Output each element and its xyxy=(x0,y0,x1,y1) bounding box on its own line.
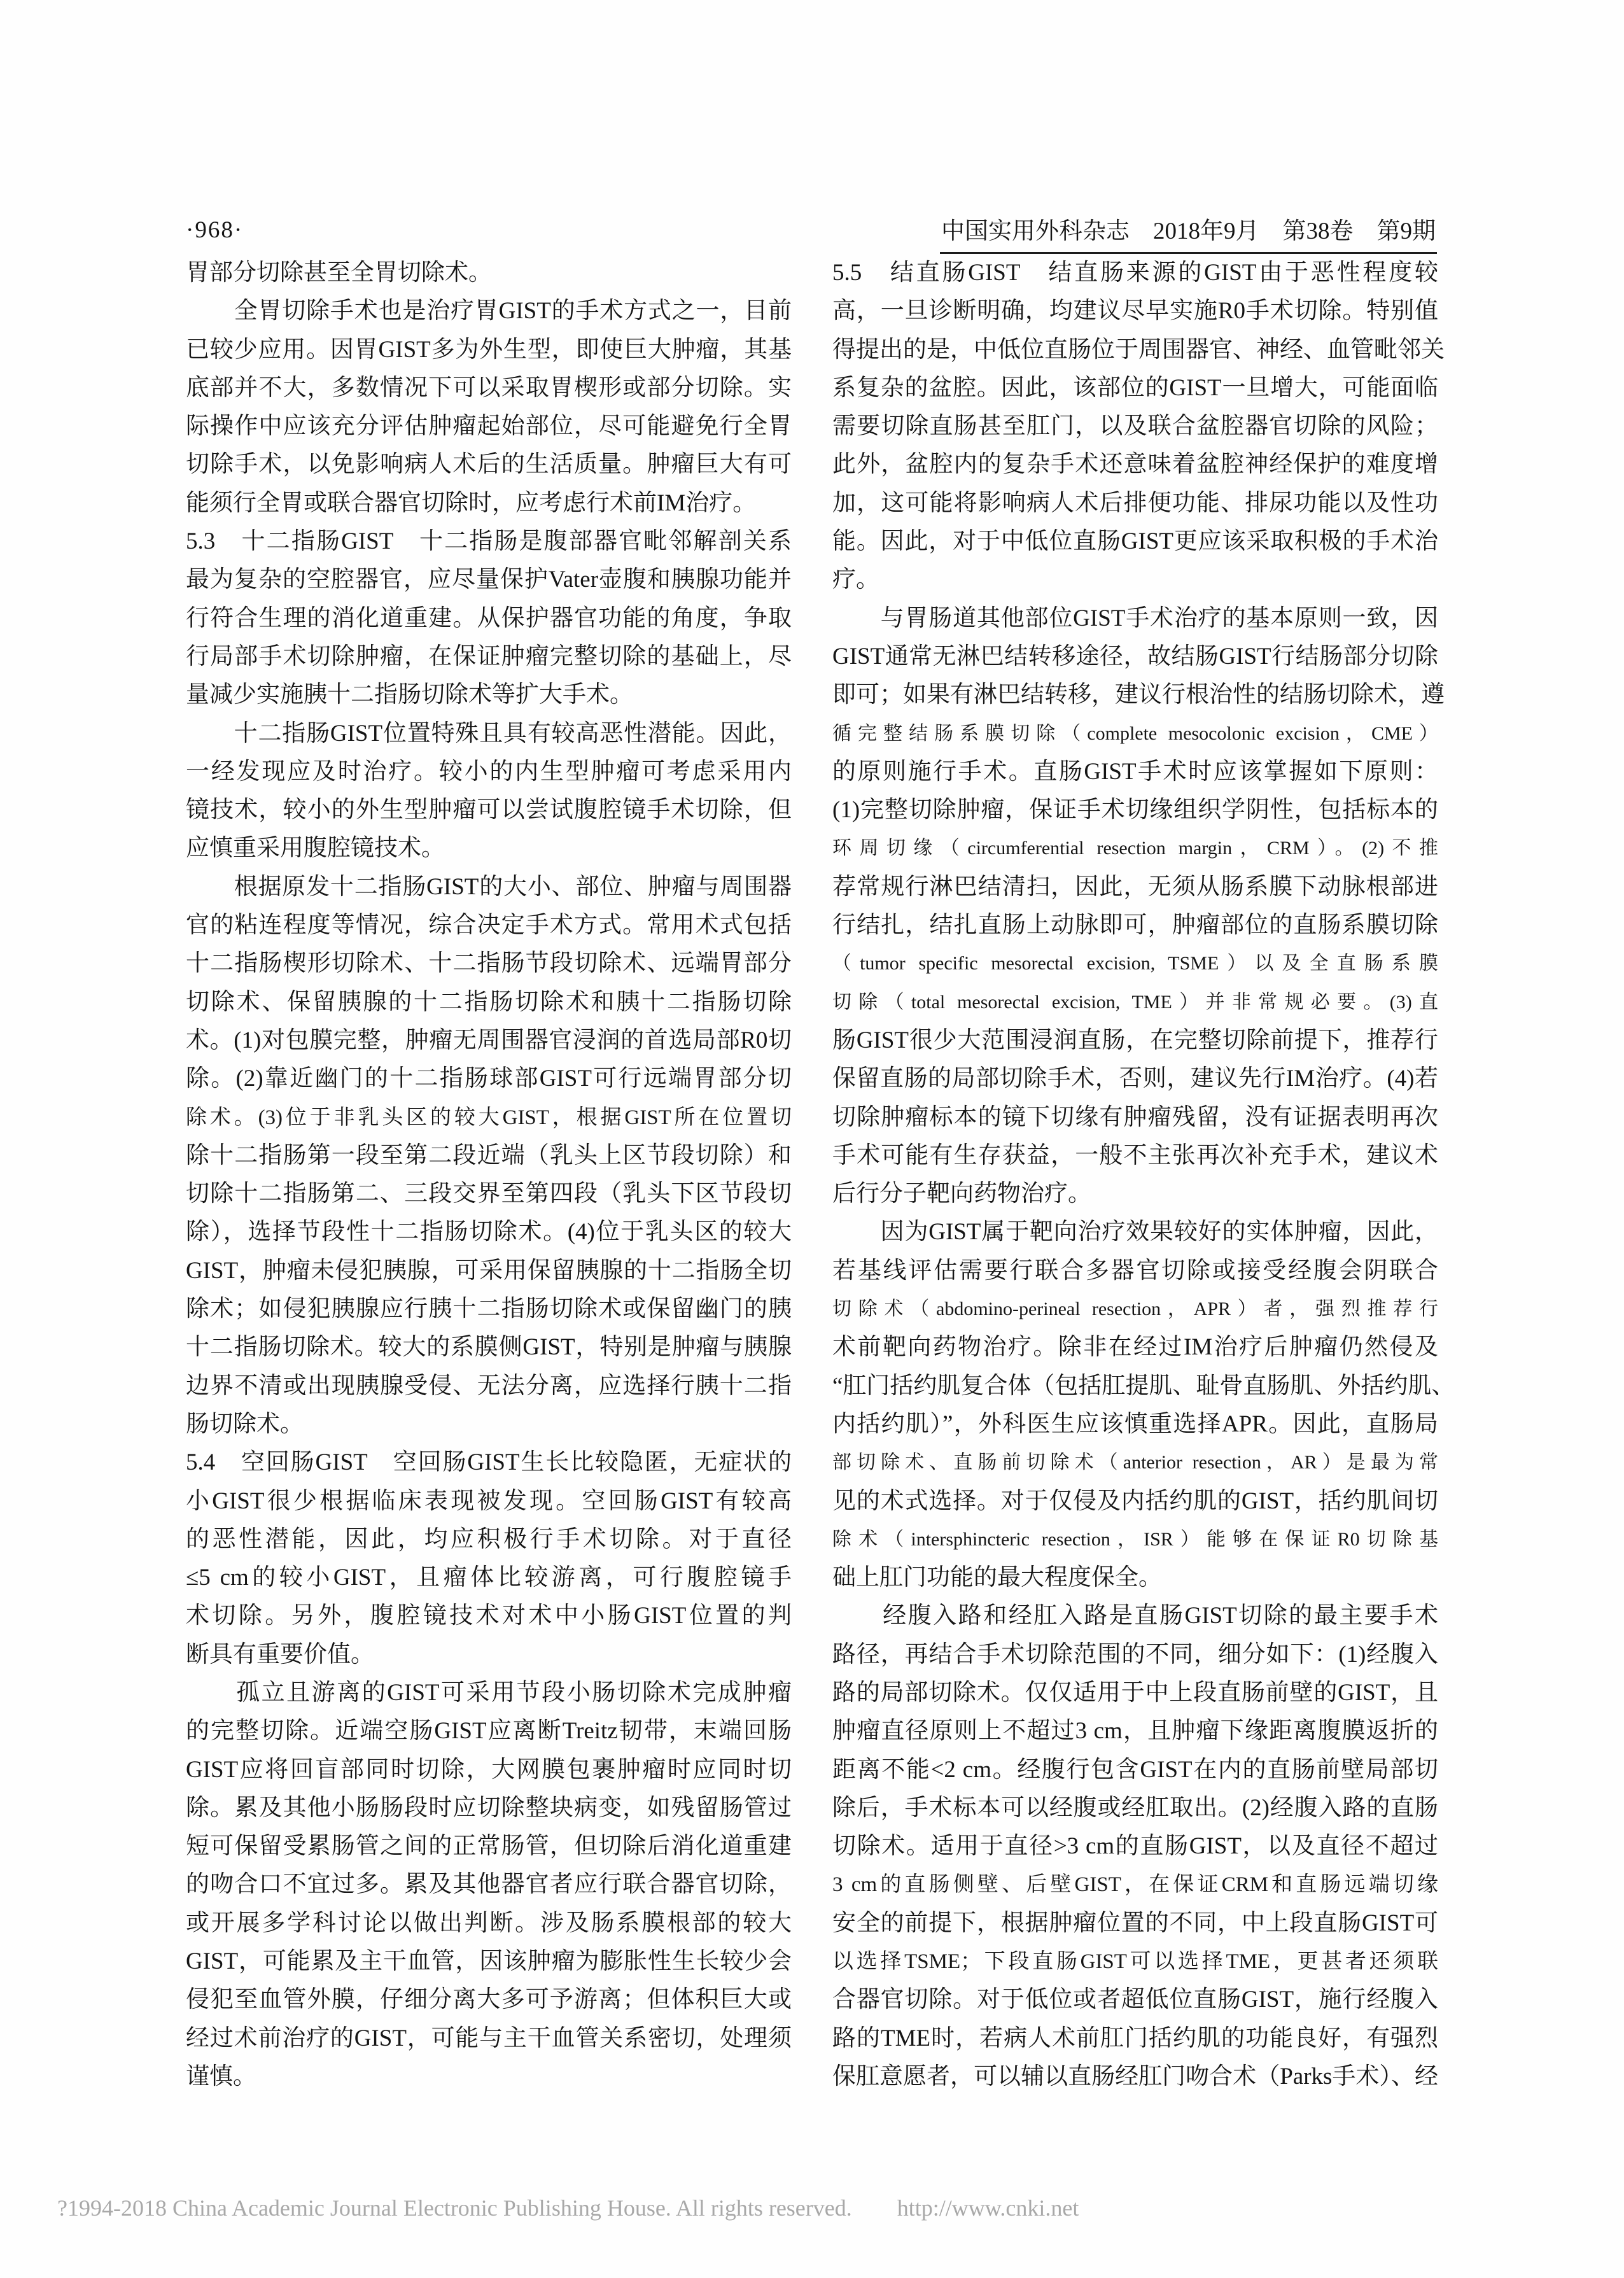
text-line: 侵犯至血管外膜，仔细分离大多可予游离；但体积巨大或 xyxy=(186,1986,792,2013)
text-line: 能。因此，对于中低位直肠GIST更应该采取积极的手术治 xyxy=(832,528,1438,555)
text-line: 术。(1)对包膜完整，肿瘤无周围器官浸润的首选局部R0切 xyxy=(186,1027,792,1053)
text-line: （tumor specific mesorectal excision, TSME）以及全直肠系膜 xyxy=(832,953,1438,974)
text-line: 部切除术、直肠前切除术（anterior resection，AR）是最为常 xyxy=(832,1452,1438,1473)
text-line: GIST，可能累及主干血管，因该肿瘤为膨胀性生长较少会 xyxy=(186,1948,792,1975)
text-line: 此外，盆腔内的复杂手术还意味着盆腔神经保护的难度增 xyxy=(832,451,1438,478)
text-line: 官的粘连程度等情况，综合决定手术方式。常用术式包括 xyxy=(186,912,792,939)
text-line: 行符合生理的消化道重建。从保护器官功能的角度，争取 xyxy=(186,605,792,631)
text-line: 除术；如侵犯胰腺应行胰十二指肠切除术或保留幽门的胰 xyxy=(186,1296,792,1323)
text-line: 除后，手术标本可以经腹或经肛取出。(2)经腹入路的直肠 xyxy=(832,1794,1438,1821)
text-line: 加，这可能将影响病人术后排便功能、排尿功能以及性功 xyxy=(832,489,1438,516)
text-line: 十二指肠切除术。较大的系膜侧GIST，特别是肿瘤与胰腺 xyxy=(186,1334,792,1361)
text-line: 全胃切除手术也是治疗胃GIST的手术方式之一，目前 xyxy=(186,298,792,325)
text-line: 短可保留受累肠管之间的正常肠管，但切除后消化道重建 xyxy=(186,1833,792,1860)
copyright-watermark: ?1994-2018 China Academic Journal Electronic Publishing House. All rights reserved. xyxy=(57,2195,852,2221)
text-line: 距离不能<2 cm。经腹行包含GIST在内的直肠前壁局部切 xyxy=(832,1756,1438,1783)
text-line: 切除术、保留胰腺的十二指肠切除术和胰十二指肠切除 xyxy=(186,988,792,1015)
text-line: 胃部分切除甚至全胃切除术。 xyxy=(186,260,492,286)
text-line: “肛门括约肌复合体（包括肛提肌、耻骨直肠肌、外括约肌、 xyxy=(832,1372,1455,1399)
text-line: 路的TME时，若病人术前肛门括约肌的功能良好，有强烈 xyxy=(832,2025,1438,2051)
text-line: 镜技术，较小的外生型肿瘤可以尝试腹腔镜手术切除，但 xyxy=(186,797,792,824)
text-line: 即可；如果有淋巴结转移，建议行根治性的结肠切除术，遵 xyxy=(832,682,1445,708)
page-header xyxy=(186,210,1437,248)
text-line: 肿瘤直径原则上不超过3 cm，且肿瘤下缘距离腹膜返折的 xyxy=(832,1718,1438,1745)
text-line: 切除手术，以免影响病人术后的生活质量。肿瘤巨大有可 xyxy=(186,451,792,478)
text-line: 切除术。适用于直径>3 cm的直肠GIST，以及直径不超过 xyxy=(832,1833,1438,1860)
page-footer xyxy=(57,2195,1572,2226)
text-line: 除。累及其他小肠肠段时应切除整块病变，如残留肠管过 xyxy=(186,1794,792,1821)
text-line: 内括约肌）”，外科医生应该慎重选择APR。因此，直肠局 xyxy=(832,1410,1438,1437)
text-line: 行局部手术切除肿瘤，在保证肿瘤完整切除的基础上，尽 xyxy=(186,643,792,670)
right-column xyxy=(832,254,1455,2096)
left-column xyxy=(186,254,792,2096)
text-line: 需要切除直肠甚至肛门，以及联合盆腔器官切除的风险； xyxy=(832,413,1438,440)
text-line: 十二指肠楔形切除术、十二指肠节段切除术、远端胃部分 xyxy=(186,950,792,977)
text-line: 的完整切除。近端空肠GIST应离断Treitz韧带，末端回肠 xyxy=(186,1718,792,1745)
text-line: 量减少实施胰十二指肠切除术等扩大手术。 xyxy=(186,682,633,708)
text-line: 安全的前提下，根据肿瘤位置的不同，中上段直肠GIST可 xyxy=(832,1909,1438,1936)
text-line: 循完整结肠系膜切除（complete mesocolonic excision，CME） xyxy=(832,722,1438,744)
journal-header: 中国实用外科杂志 2018年9月 第38卷 第9期 xyxy=(940,210,1437,254)
text-line: (1)完整切除肿瘤，保证手术切缘组织学阴性，包括标本的 xyxy=(832,797,1438,824)
text-line: 荐常规行淋巴结清扫，因此，无须从肠系膜下动脉根部进 xyxy=(832,873,1438,900)
text-line: 以选择TSME；下段直肠GIST可以选择TME，更甚者还须联 xyxy=(832,1950,1439,1974)
text-line: 因为GIST属于靶向治疗效果较好的实体肿瘤，因此， xyxy=(832,1219,1438,1246)
text-line: 经过术前治疗的GIST，可能与主干血管关系密切，处理须 xyxy=(186,2025,792,2051)
text-line: 肠GIST很少大范围浸润直肠，在完整切除前提下，推荐行 xyxy=(832,1027,1438,1053)
text-line: 后行分子靶向药物治疗。 xyxy=(832,1181,1091,1207)
text-line: 行结扎，结扎直肠上动脉即可，肿瘤部位的直肠系膜切除 xyxy=(832,912,1438,939)
text-line: 路径，再结合手术切除范围的不同，细分如下：(1)经腹入 xyxy=(832,1641,1438,1668)
text-line: 最为复杂的空腔器官，应尽量保护Vater壶腹和胰腺功能并 xyxy=(186,566,792,593)
cnki-url: http://www.cnki.net xyxy=(897,2195,1079,2221)
text-line: 际操作中应该充分评估肿瘤起始部位，尽可能避免行全胃 xyxy=(186,413,792,440)
text-line: 根据原发十二指肠GIST的大小、部位、肿瘤与周围器 xyxy=(186,873,792,900)
text-line: 5.3 十二指肠GIST 十二指肠是腹部器官毗邻解剖关系 xyxy=(186,528,792,555)
text-line: 见的术式选择。对于仅侵及内括约肌的GIST，括约肌间切 xyxy=(832,1487,1438,1514)
text-line: 肠切除术。 xyxy=(186,1410,304,1437)
text-line: 除术。(3)位于非乳头区的较大GIST，根据GIST所在位置切 xyxy=(186,1106,792,1129)
text-line: 高，一旦诊断明确，均建议尽早实施R0手术切除。特别值 xyxy=(832,298,1438,325)
text-line: 断具有重要价值。 xyxy=(186,1641,374,1668)
text-line: 除），选择节段性十二指肠切除术。(4)位于乳头区的较大 xyxy=(186,1219,792,1246)
text-line: 的吻合口不宜过多。累及其他器官者应行联合器官切除， xyxy=(186,1871,792,1898)
text-line: 手术可能有生存获益，一般不主张再次补充手术，建议术 xyxy=(832,1142,1438,1169)
text-line: 孤立且游离的GIST可采用节段小肠切除术完成肿瘤 xyxy=(186,1679,792,1706)
text-line: 系复杂的盆腔。因此，该部位的GIST一旦增大，可能面临 xyxy=(832,374,1438,401)
text-line: 能须行全胃或联合器官切除时，应考虑行术前IM治疗。 xyxy=(186,489,757,516)
text-line: 的恶性潜能，因此，均应积极行手术切除。对于直径 xyxy=(186,1526,792,1552)
text-line: 保肛意愿者，可以辅以直肠经肛门吻合术（Parks手术）、经 xyxy=(832,2063,1438,2090)
text-line: 环周切缘（circumferential resection margin，CRM）。(2)不推 xyxy=(832,838,1438,859)
text-line: 除。(2)靠近幽门的十二指肠球部GIST可行远端胃部分切 xyxy=(186,1065,792,1092)
text-line: 十二指肠GIST位置特殊且具有较高恶性潜能。因此， xyxy=(186,720,792,747)
text-line: 切除（total mesorectal excision, TME）并非常规必要。(3)直 xyxy=(832,991,1438,1013)
text-line: 切除术（abdomino-perineal resection，APR）者，强烈推荐行 xyxy=(832,1298,1438,1320)
text-line: 5.4 空回肠GIST 空回肠GIST生长比较隐匿，无症状的 xyxy=(186,1449,792,1476)
text-line: 切除十二指肠第二、三段交界至第四段（乳头下区节段切 xyxy=(186,1181,792,1207)
text-line: 础上肛门功能的最大程度保全。 xyxy=(832,1564,1162,1591)
text-line: 除十二指肠第一段至第二段近端（乳头上区节段切除）和 xyxy=(186,1142,792,1169)
text-line: 经腹入路和经肛入路是直肠GIST切除的最主要手术 xyxy=(832,1603,1438,1629)
text-line: 一经发现应及时治疗。较小的内生型肿瘤可考虑采用内 xyxy=(186,758,792,785)
text-line: 谨慎。 xyxy=(186,2063,256,2090)
text-line: 除术（intersphincteric resection，ISR）能够在保证R0切除基 xyxy=(832,1528,1438,1550)
page-number: ·968· xyxy=(186,217,244,243)
text-line: GIST，肿瘤未侵犯胰腺，可采用保留胰腺的十二指肠全切 xyxy=(186,1257,792,1284)
text-line: 与胃肠道其他部位GIST手术治疗的基本原则一致，因 xyxy=(832,605,1438,631)
text-line: 切除肿瘤标本的镜下切缘有肿瘤残留，没有证据表明再次 xyxy=(832,1104,1438,1130)
text-line: 应慎重采用腹腔镜技术。 xyxy=(186,835,445,862)
text-line: 3 cm的直肠侧壁、后壁GIST，在保证CRM和直肠远端切缘 xyxy=(832,1873,1438,1897)
text-line: ≤5 cm的较小GIST，且瘤体比较游离，可行腹腔镜手 xyxy=(186,1564,792,1591)
text-line: 得提出的是，中低位直肠位于周围器官、神经、血管毗邻关 xyxy=(832,336,1445,363)
text-line: GIST应将回盲部同时切除，大网膜包裹肿瘤时应同时切 xyxy=(186,1756,792,1783)
text-line: 术前靶向药物治疗。除非在经过IM治疗后肿瘤仍然侵及 xyxy=(832,1334,1438,1361)
text-line: 边界不清或出现胰腺受侵、无法分离，应选择行胰十二指 xyxy=(186,1372,792,1399)
text-line: 5.5 结直肠GIST 结直肠来源的GIST由于恶性程度较 xyxy=(832,260,1438,286)
text-line: 若基线评估需要行联合多器官切除或接受经腹会阴联合 xyxy=(832,1257,1438,1284)
text-line: 已较少应用。因胃GIST多为外生型，即使巨大肿瘤，其基 xyxy=(186,336,792,363)
text-line: 底部并不大，多数情况下可以采取胃楔形或部分切除。实 xyxy=(186,374,792,401)
text-line: 保留直肠的局部切除手术，否则，建议先行IM治疗。(4)若 xyxy=(832,1065,1438,1092)
text-line: 路的局部切除术。仅仅适用于中上段直肠前壁的GIST，且 xyxy=(832,1679,1438,1706)
text-line: 术切除。另外，腹腔镜技术对术中小肠GIST位置的判 xyxy=(186,1603,792,1629)
text-line: GIST通常无淋巴结转移途径，故结肠GIST行结肠部分切除 xyxy=(832,643,1438,670)
text-line: 合器官切除。对于低位或者超低位直肠GIST，施行经腹入 xyxy=(832,1986,1438,2013)
text-line: 小GIST很少根据临床表现被发现。空回肠GIST有较高 xyxy=(186,1487,792,1514)
text-line: 的原则施行手术。直肠GIST手术时应该掌握如下原则： xyxy=(832,758,1438,785)
text-line: 疗。 xyxy=(832,566,879,593)
text-line: 或开展多学科讨论以做出判断。涉及肠系膜根部的较大 xyxy=(186,1909,792,1936)
